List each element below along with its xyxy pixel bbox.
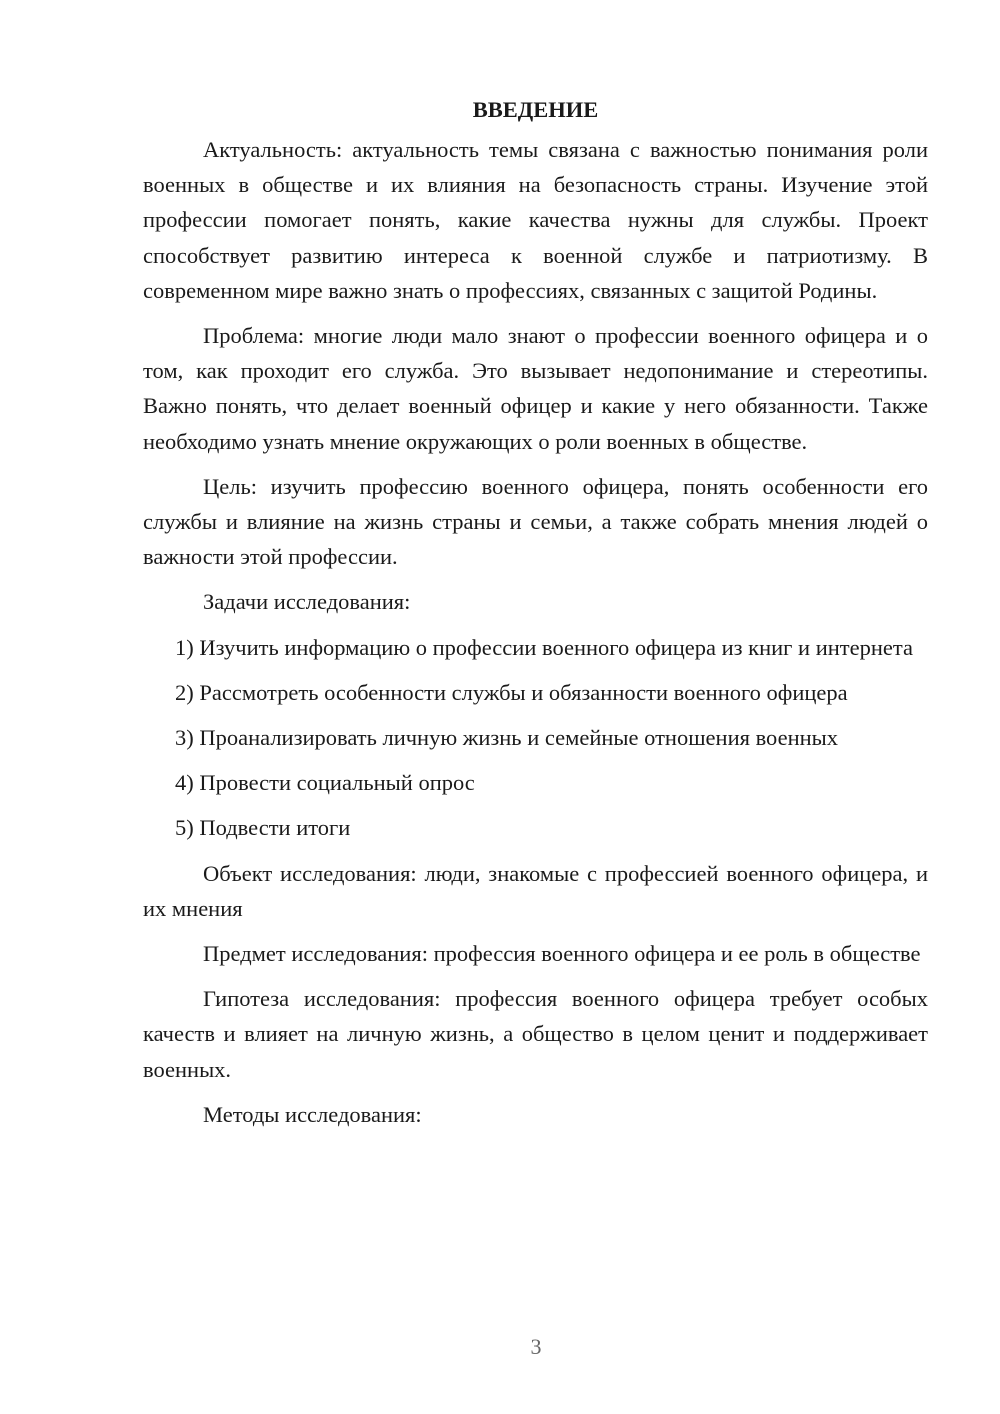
subject-paragraph: Предмет исследования: профессия военного офицера и ее роль в обществе (203, 941, 921, 967)
task-item-5: 5) Подвести итоги (175, 815, 351, 841)
task-item-4: 4) Провести социальный опрос (175, 770, 475, 796)
task-item-1: 1) Изучить информацию о профессии военного офицера из книг и интернета (175, 634, 913, 660)
page-number: 3 (530, 1334, 542, 1359)
goal-paragraph: Цель: изучить профессию военного офицера, понять особенности его службы и влияние на жизнь страны и семьи, а также собрать мнения людей о важности этой профессии. (143, 473, 928, 570)
problem-paragraph: Проблема: многие люди мало знают о профессии военного офицера и о том, как проходит его служба. Это вызывает недопонимание и стереотипы. Важно понять, что делает военный офицер и какие у него обязанности. Также необходимо узнать мнение окружающих о роли военных в обществе. (143, 323, 928, 454)
task-item-3: 3) Проанализировать личную жизнь и семейные отношения военных (175, 725, 839, 751)
tasks-label: Задачи исследования: (203, 589, 411, 615)
hypothesis-paragraph: Гипотеза исследования: профессия военного офицера требует особых качеств и влияет на личную жизнь, а общество в целом ценит и поддерживает военных. (143, 986, 928, 1082)
methods-label: Методы исследования: (203, 1101, 422, 1127)
task-item-2: 2) Рассмотреть особенности службы и обязанности военного офицера (175, 679, 848, 705)
relevance-paragraph: Актуальность: актуальность темы связана с важностью понимания роли военных в обществе и их влияния на безопасность страны. Изучение этой профессии помогает понять, какие качества нужны для службы. Проект способствует развитию интереса к военной службе и патриотизму. В современном мире важно знать о профессиях, связанных с защитой Родины. (143, 137, 928, 303)
object-paragraph: Объект исследования: люди, знакомые с профессией военного офицера, и их мнения (143, 860, 928, 921)
section-heading: ВВЕДЕНИЕ (472, 97, 599, 122)
document-page (143, 96, 928, 1142)
